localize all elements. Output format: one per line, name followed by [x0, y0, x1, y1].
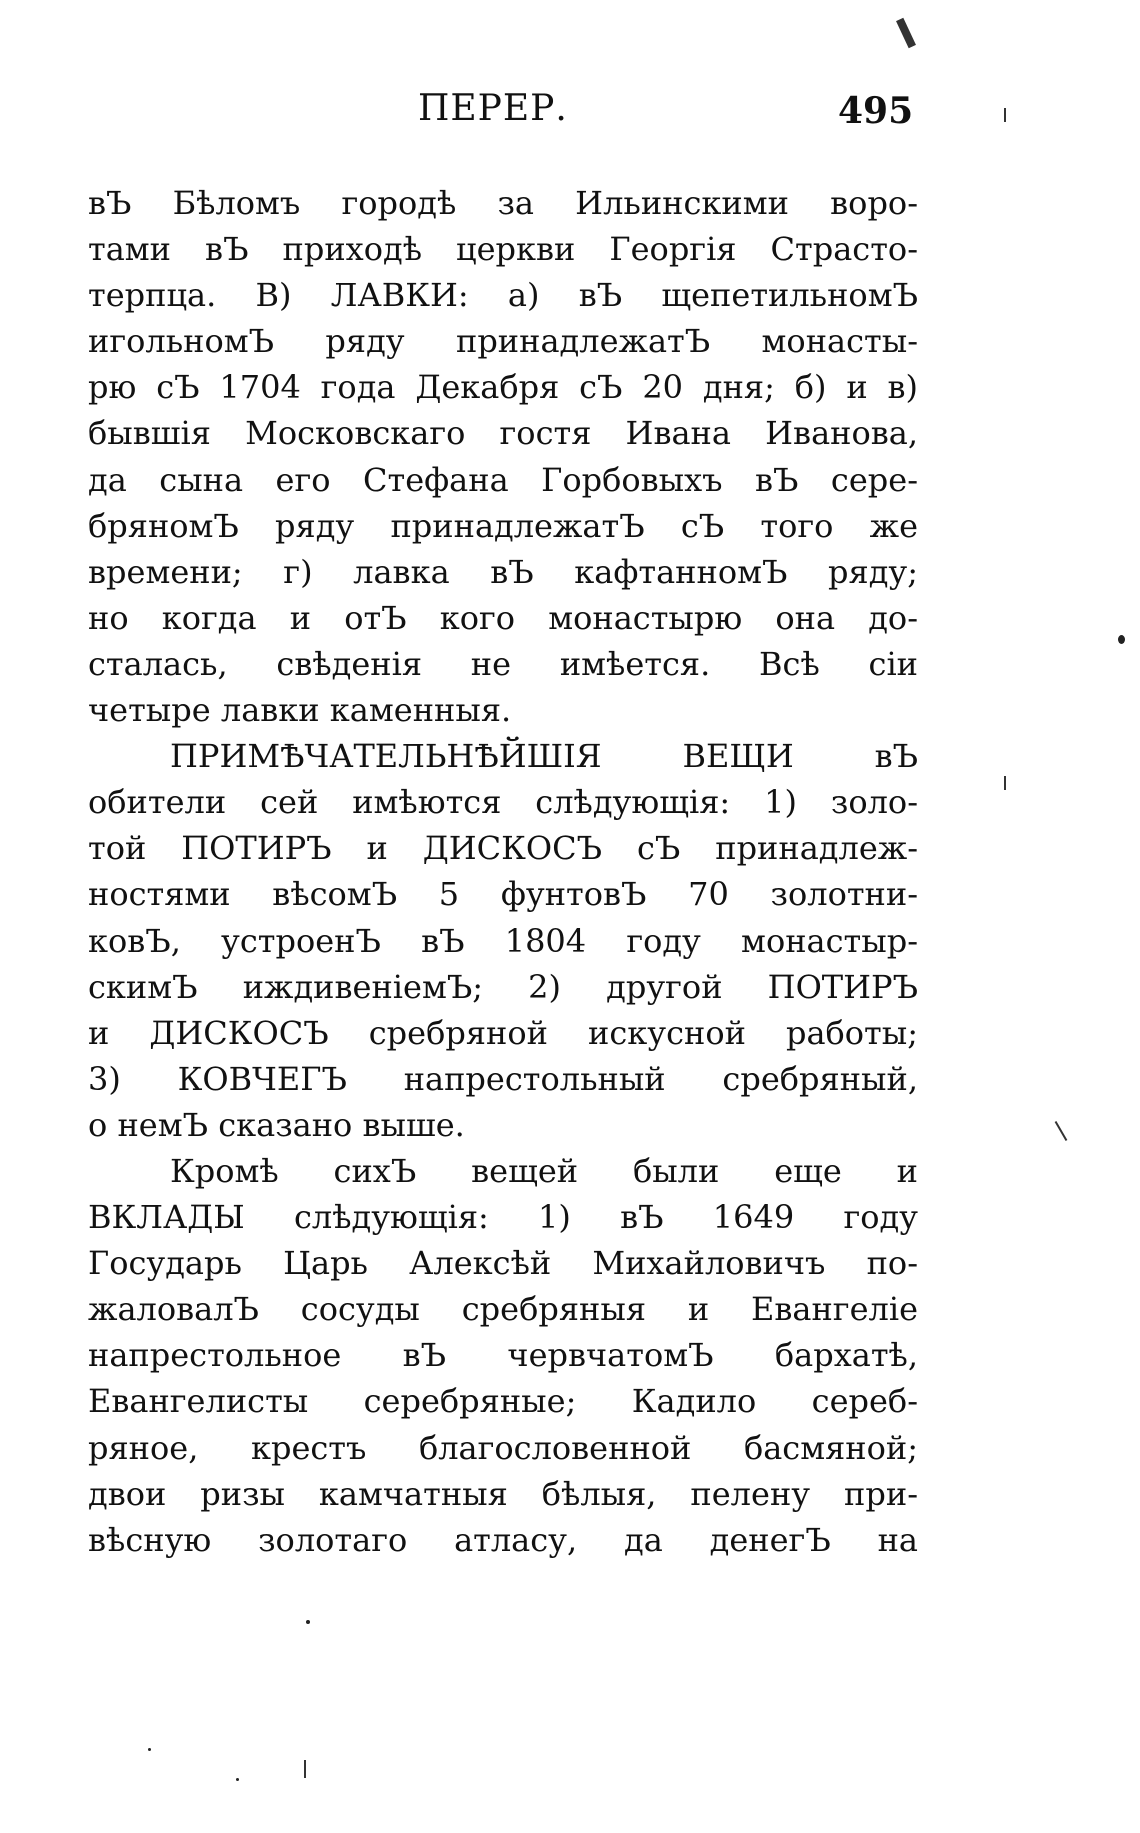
text-line: напрестольное вЪ червчатомЪ бархатѣ,	[88, 1336, 918, 1375]
text-line: сталась, свѣденія не имѣется. Всѣ сіи	[88, 644, 918, 683]
scan-mark	[1004, 776, 1006, 790]
text-line: четыре лавки каменныя.	[88, 691, 512, 730]
text-line: двои ризы камчатныя бѣлыя, пелену при-	[88, 1474, 918, 1513]
text-line: скимЪ иждивеніемЪ; 2) другой ПОТИРЪ	[88, 967, 918, 1006]
paragraph-heading-line: ПРИМѢЧАТЕЛЬНѢЙШІЯ ВЕЩИ вЪ	[170, 737, 918, 776]
text-line: игольномЪ ряду принадлежатЪ монасты-	[88, 322, 918, 361]
text-line: бряномЪ ряду принадлежатЪ сЪ того же	[88, 506, 918, 545]
scan-mark	[1055, 1121, 1068, 1141]
scan-speck	[306, 1620, 310, 1624]
text-body	[88, 180, 918, 1563]
text-line: ряное, крестъ благословенной басмяной;	[88, 1428, 918, 1467]
text-line: о немЪ сказано выше.	[88, 1105, 465, 1144]
scan-speck	[1118, 635, 1125, 644]
text-line: но когда и отЪ кого монастырю она до-	[88, 598, 918, 637]
text-line: Евангелисты серебряные; Кадило сереб-	[88, 1382, 918, 1421]
text-line: Государь Царь Алексѣй Михайловичъ по-	[88, 1244, 918, 1283]
paragraph-first-line: Кромѣ сихЪ вещей были еще и	[170, 1151, 918, 1190]
text-line: той ПОТИРЪ и ДИСКОСЪ сЪ принадлеж-	[88, 829, 918, 868]
text-line: вЪ Бѣломъ городѣ за Ильинскими воро-	[88, 184, 918, 222]
text-line: терпца. В) ЛАВКИ: а) вЪ щепетильномЪ	[88, 276, 918, 315]
scan-speck	[148, 1748, 151, 1751]
text-line: да сына его Стефана Горбовыхъ вЪ сере-	[88, 460, 918, 499]
text-line: бывшія Московскаго гостя Ивана Иванова,	[88, 414, 918, 453]
text-line: тами вЪ приходѣ церкви Георгія Страсто-	[88, 230, 918, 269]
text-line: времени; г) лавка вЪ кафтанномЪ ряду;	[88, 552, 918, 591]
scan-mark	[1004, 108, 1006, 122]
text-line: обители сей имѣются слѣдующія: 1) золо-	[88, 783, 918, 822]
page-number: 495	[838, 90, 914, 132]
text-line: жаловалЪ сосуды сребряныя и Евангеліе	[88, 1290, 918, 1329]
text-line: вѣсную золотаго атласу, да денегЪ на	[88, 1520, 918, 1559]
text-line: ВКЛАДЫ слѣдующія: 1) вЪ 1649 году	[88, 1198, 918, 1237]
running-title: ПЕРЕР.	[418, 88, 568, 129]
text-line: и ДИСКОСЪ сребряной искусной работы;	[88, 1013, 918, 1052]
text-line: рю сЪ 1704 года Декабря сЪ 20 дня; б) и в)	[88, 368, 918, 407]
running-head	[0, 88, 1140, 138]
scan-mark	[304, 1760, 306, 1778]
text-line: ковЪ, устроенЪ вЪ 1804 году монастыр-	[88, 921, 918, 960]
text-line: ностями вѣсомЪ 5 фунтовЪ 70 золотни-	[88, 875, 918, 914]
scan-speck	[236, 1778, 239, 1781]
scan-mark	[896, 18, 916, 49]
text-line: 3) КОВЧЕГЪ напрестольный сребряный,	[88, 1059, 918, 1098]
